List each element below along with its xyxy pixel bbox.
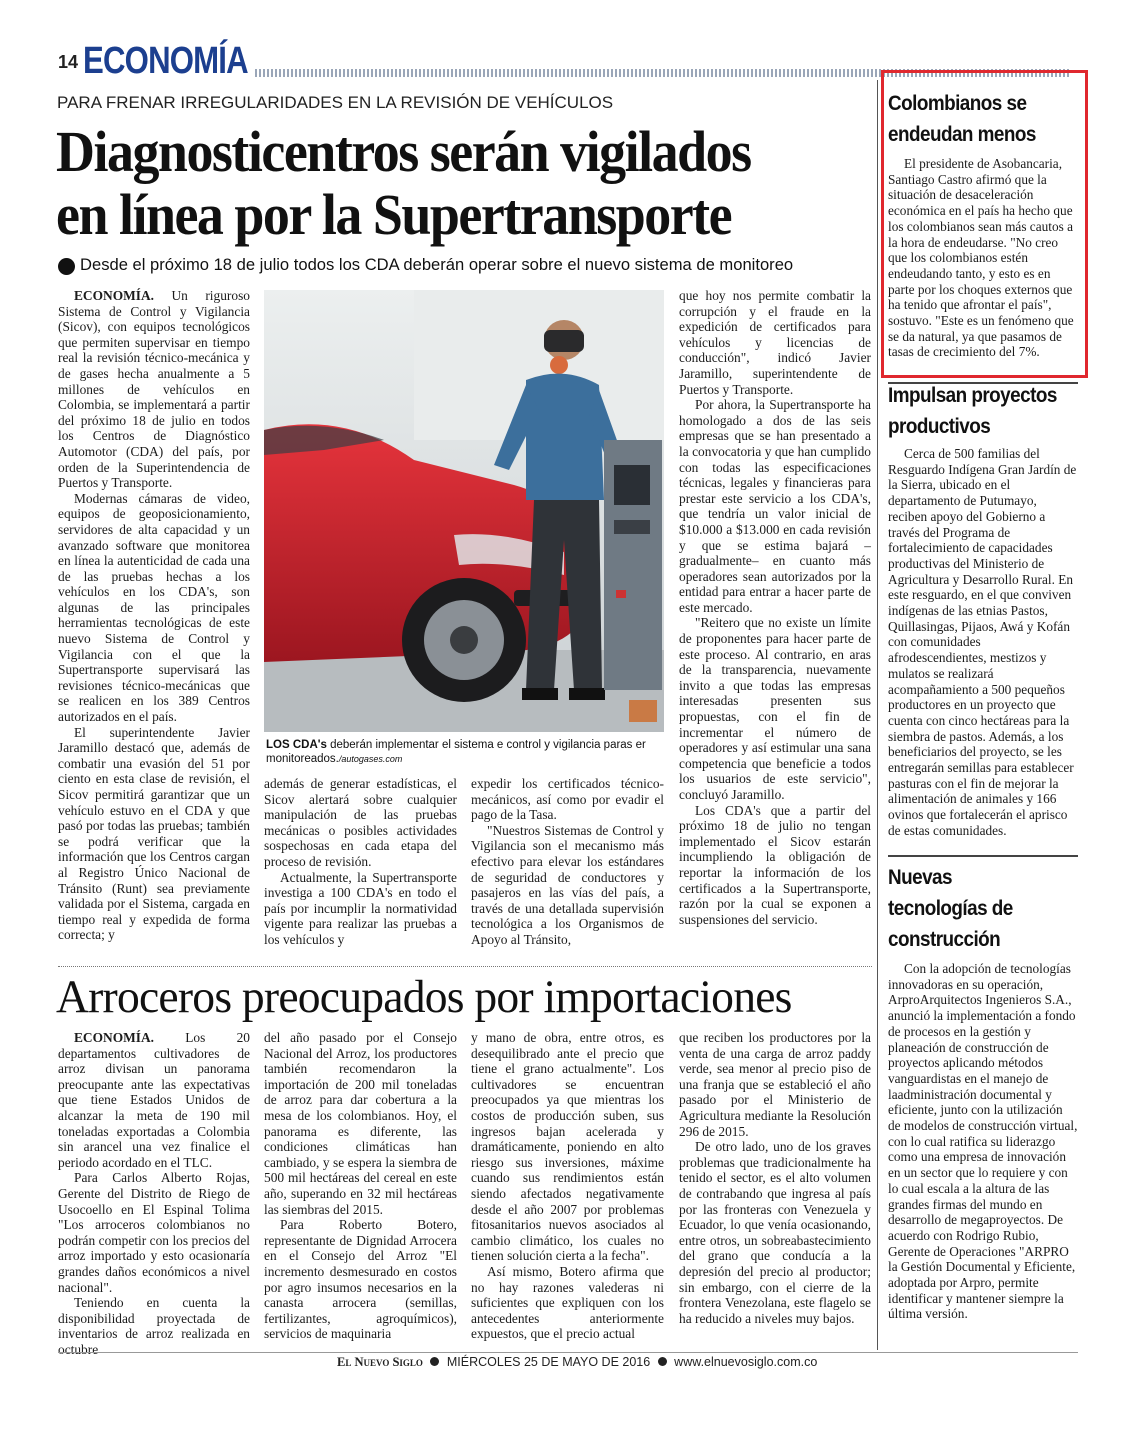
photo-illustration — [264, 290, 664, 732]
story2-col2-p1: del año pasado por el Consejo Nacional del Arroz, los productores también recomendaron la importación de 200 mil toneladas de arroz para dar cobertura a la mesa de los colombianos. Hoy, el panorama es diferente, las condiciones climáticas han cambiado, y se espera la siembra de 500 mil hectáreas del cereal en este año, superando en 32 mil hectáreas las siembras del 2015. — [264, 1030, 457, 1217]
sidebar-b1-title: Colombianos se endeudan menos — [888, 92, 1036, 146]
footer-url[interactable]: www.elnuevosiglo.com.co — [674, 1355, 818, 1369]
footer-rule — [58, 1352, 1078, 1353]
story1-col2-p2: Actualmente, la Supertransporte investiga a 100 CDA's en todo el país por incumplir la normatividad vigente para realizar las pruebas a los vehículos y — [264, 869, 457, 947]
footer-paper-name: El Nuevo Siglo — [337, 1355, 423, 1369]
story1-col1-p3: El superintendente Javier Jaramillo destacó que, además de combatir una evasión del 51 por ciento en esta clase de revisión, el Sicov permitirá garantizar que un vehículo estuvo en el CDA y que pasó por todas las pruebas; también se podrá verificar que la información que los Centros cargan al Registro Único Nacional de Tránsito (Runt) sea previamente validada por el Sistema, cargada en tiempo real y expedida de forma correcta; y — [58, 724, 250, 943]
story1-col3-p2: "Nuestros Sistemas de Control y Vigilancia son el mecanismo más efectivo para elevar los estándares de seguridad de conductores y pasajeros en las vías del país, a través de una detallada supervisión tecnológica a los Organismos de Apoyo al Tránsito, — [471, 822, 664, 947]
story1-col4-p4: Los CDA's que a partir del próximo 18 de julio no tengan implementado el Sicov estarán incumpliendo la obligación de reportar la información de los certificados a la Supertransporte, razón por la cual se exponen a suspensiones del servicio. — [679, 802, 871, 927]
story2-col4 — [679, 1030, 871, 1326]
story2-col1-p3: Teniendo en cuenta la disponibilidad proyectada de inventarios de arroz realizada en octubre — [58, 1295, 250, 1357]
section-title: ECONOMÍA — [83, 40, 248, 82]
sidebar-b1-text: El presidente de Asobancaria, Santiago Castro afirmó que la situación de desaceleración económica en el país ha hecho que los colombianos sean más cautos a la hora de endeudarse. "No creo que los colombianos estén endeudando tanto, y esto es en parte por los choques externos que ha tenido que afrontar el país", sostuvo. "Este es un fenómeno que se da natural, ya que pasamos de tasas de crecimiento del 7%. — [888, 156, 1074, 360]
sidebar-block2 — [888, 380, 1078, 839]
photo-credit: /autogases.com — [338, 754, 403, 764]
sidebar-b2-text: Cerca de 500 familias del Resguardo Indígena Gran Jardín de la Sierra, ubicado en el departamento de Putumayo, reciben apoyo del Gobierno a través del Programa de fortalecimiento de capacidades productivas del Ministerio de Agricultura y Desarrollo Rural. En este resguardo, en el que conviven indígenas de las etnias Pastos, Quillasingas, Pijaos, Awá y Kofán con comunidades afrodescendientes, mestizos y mulatos se realizará acompañamiento a 500 pequeños productores en un proyecto que cuenta con cinco hectáreas para la siembra de pastos. Además, a los beneficiarios del proyecto, se les entregarán semillas para establecer pasturas con el fin de mejorar la alimentación de animales y 166 ovinos que fortalecerán el aprisco de estas comunidades. — [888, 446, 1077, 838]
story1-headline-line1: Diagnosticentros serán vigilados — [56, 119, 751, 184]
story1-col4 — [679, 288, 871, 927]
footer — [337, 1355, 817, 1370]
story2-col4-p2: De otro lado, uno de los graves problemas que tradicionalmente ha tenido el sector, es el alto volumen de contrabando que ingresa al país por las fronteras con Venezuela y Ecuador, lo que venía ocasionando, entre otros, un sobreabastecimiento del grano que conducía a la depresión del precio al productor; sin embargo, con el cierre de la frontera Venezolana, este flagelo se ha reducido a niveles muy bajos. — [679, 1139, 871, 1326]
story2-col1-tag: ECONOMÍA. — [74, 1030, 154, 1045]
footer-date: MIÉRCOLES 25 DE MAYO DE 2016 — [446, 1355, 651, 1369]
sidebar-block1 — [888, 88, 1078, 360]
story1-col2 — [264, 776, 457, 948]
story2-col3-p2: Así mismo, Botero afirma que no hay razones valederas ni suficientes que expliquen con los antecedentes anteriormente expuestos, que el precio actual — [471, 1263, 664, 1342]
footer-bullet-icon — [430, 1357, 439, 1366]
story1-col2-p1: además de generar estadísticas, el Sicov alertará sobre cualquier manipulación de las pruebas mecánicas o posibles actividades sospechosas en cada etapa del proceso de revisión. — [264, 776, 457, 869]
story1-col4-p1: que hoy nos permite combatir la corrupción y el fraude en la expedición de certificados para vehículos y licencias de conducción", indicó Javier Jaramillo, superintendente de Puertos y Transporte. — [679, 288, 871, 397]
sidebar-rule-2 — [888, 855, 1078, 857]
story2-col2 — [264, 1030, 457, 1342]
story2-col1 — [58, 1030, 250, 1357]
page-number: 14 — [58, 52, 79, 72]
photo-caption — [266, 738, 666, 766]
story2-col1-p2: Para Carlos Alberto Rojas, Gerente del Distrito de Riego de Usocoello en El Espinal Tolima "Los arroceros colombianos no podrán competir con los precios del arroz importado y esto ocasionaría grandes daños económicos a nivel nacional". — [58, 1170, 250, 1295]
deck-bullet-icon — [58, 258, 75, 275]
story-divider — [58, 966, 872, 967]
story1-col1-p1: Un riguroso Sistema de Control y Vigilancia (Sicov), con equipos tecnológicos que permiten supervisar en tiempo real la revisión técnico-mecánica y de gases hecha anualmente a 5 millones de vehículos en Colombia, se implementará a partir del próximo 18 de julio en todos los Centros de Diagnóstico Automotor (CDA) del país, por orden de la Superintendencia de Puertos y Transporte. — [58, 288, 250, 491]
story2-col3 — [471, 1030, 664, 1342]
story2-col1-p1: Los 20 departamentos cultivadores de arroz divisan un panorama preocupante ante las expectativas que tiene Estados Unidos de alcanzar la meta de 190 mil toneladas exportadas a Colombia sin arancel una vez finalice el periodo acordado en el TLC. — [58, 1030, 250, 1170]
sidebar-b2-title: Impulsan proyectos productivos — [888, 384, 1057, 438]
story1-col4-p3: "Reitero que no existe un límite de proponentes para hacer parte de este proceso. Al contrario, en aras de la transparencia, nuevamente invito a que todas las empresas interesadas presenten sus propuestas, con el fin de incrementar el número de operadores y así estimular una sana competencia que beneficie a todos los usuarios de este servicio", concluyó Jaramillo. — [679, 615, 871, 802]
story1-col1-p2: Modernas cámaras de video, equipos de geoposicionamiento, servidores de alta capacidad y un avanzado software que monitorea en línea la autenticidad de cada una de las pruebas hechas a los vehículos en los CDA's, son algunas de las principales herramientas tecnológicas de este nuevo Sistema de Control y Vigilancia con el que la Supertransporte supervisará las revisiones técnico-mecánicas que se realicen en los 389 Centros autorizados en el país. — [58, 490, 250, 725]
caption-text: deberán implementar el sistema e control y vigilancia paras er monitoreados. — [266, 739, 646, 765]
caption-bold: LOS CDA's — [266, 739, 327, 751]
story1-col1-tag: ECONOMÍA. — [74, 288, 154, 303]
story2-col2-p2: Para Roberto Botero, representante de Dignidad Arrocera en el Consejo del Arroz "El incremento desmesurado en costos por agro insumos necesarios en la canasta arrocera (semillas, fertilizantes, agroquímicos), servicios de maquinaria — [264, 1217, 457, 1342]
story2-col3-p1: y mano de obra, entre otros, es desequilibrado ante el precio que tiene el grano actualmente". Los cultivadores se encuentran preocupados ya que mientras los costos de producción suben, sus ingresos bajan acelerada y dramáticamente, poniendo en alto riesgo sus inversiones, máxime cuando sus rendimientos están siendo afectados negativamente desde el año 2007 por problemas fitosanitarios nuevos asociados al cambio climático, los cuales no tienen solución cierta a la fecha". — [471, 1030, 664, 1264]
story1-headline-line2: en línea por la Supertransporte — [56, 182, 732, 247]
story2-col4-p1: que reciben los productores por la venta de una carga de arroz paddy verde, sea menor al precio piso de una franja que se estableció el año pasado por el Ministerio de Agricultura mediante la Resolución 296 de 2015. — [679, 1030, 871, 1139]
sidebar-b3-text: Con la adopción de tecnologías innovadoras en su operación, ArproArquitectos Ingenieros S.A., anunció la implementación a fondo de procesos en la gestión y planeación de construcción de proyectos aplicando métodos vanguardistas en el manejo de laadministración documental y eficiente, junto con la utilización de modelos de construcción virtual, con lo cual ratifica su liderazgo como una empresa de innovación en un sector que lo requiere y con lo cual escala a la altura de las grandes firmas del mundo en desarrollo de megaproyectos. De acuerdo con Rodrigo Rubio, Gerente de Operaciones "ARPRO la Gestión Documental y Eficiente, adoptada por Arpro, permite identificar y mantener siempre la última versión. — [888, 961, 1078, 1322]
story1-kicker: PARA FRENAR IRREGULARIDADES EN LA REVISIÓN DE VEHÍCULOS — [57, 93, 614, 112]
footer-bullet-icon-2 — [658, 1357, 667, 1366]
mechanic-car-photo — [264, 290, 664, 732]
story1-col3 — [471, 776, 664, 948]
story1-deck: Desde el próximo 18 de julio todos los CDA deberán operar sobre el nuevo sistema de monitoreo — [80, 255, 794, 274]
story1-col1 — [58, 288, 250, 943]
sidebar-block3 — [888, 862, 1078, 1322]
sidebar-b3-title: Nuevas tecnologías de construcción — [888, 866, 1013, 951]
story1-col3-p1: expedir los certificados técnico-mecánicos, así como por evadir el pago de la Tasa. — [471, 776, 664, 823]
story1-col4-p2: Por ahora, la Supertransporte ha homologado a dos de las seis empresas que se han presentado a la convocatoria y que han cumplido con todas las especificaciones técnicas, legales y financieras para prestar este servicio a los CDA's, que tendría un valor inicial de $10.000 a $13.000 en cada revisión y que se estima bajará –gradualmente– en cuanto más operadores sean autorizados por la entidad para entrar a hacer parte de este mercado. — [679, 397, 871, 615]
story2-headline: Arroceros preocupados por importaciones — [56, 971, 792, 1023]
sidebar-vertical-rule — [877, 80, 878, 1350]
